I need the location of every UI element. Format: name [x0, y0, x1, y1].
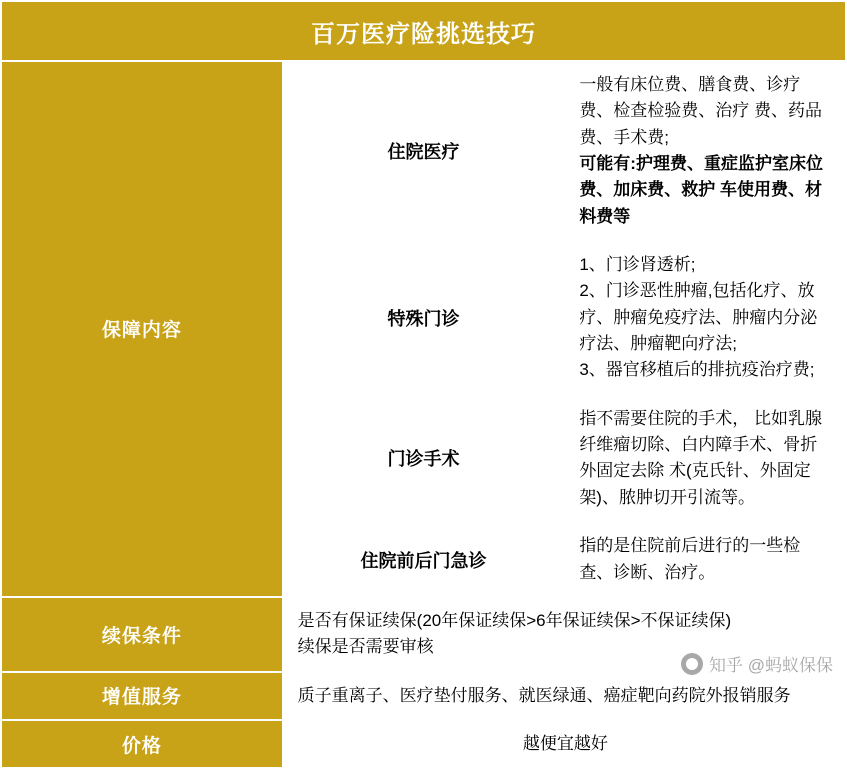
- sublabel-outpatient-surgery: 门诊手术: [283, 395, 565, 522]
- content-line: 指的是住院前后进行的一些检查、诊断、治疗。: [579, 536, 801, 582]
- content-price: [283, 720, 846, 768]
- table-row: [1, 720, 846, 768]
- category-value-added: 增值服务: [1, 672, 283, 720]
- content-line: 一般有床位费、膳食费、诊疗费、检查检验费、治疗 费、药品费、手术费;: [579, 75, 823, 147]
- sublabel-inpatient: 住院医疗: [283, 61, 565, 241]
- table-row: [1, 672, 846, 720]
- category-renewal: 续保条件: [1, 597, 283, 672]
- sublabel-special-outpatient: 特殊门诊: [283, 241, 565, 395]
- content-inpatient: [564, 61, 846, 241]
- watermark-text: 知乎 @蚂蚁保保: [709, 656, 833, 675]
- table-row: [1, 61, 846, 241]
- content-line-bold-text: 可能有:护理费、重症监护室床位费、加床费、救护 车使用费、材料费等: [579, 154, 823, 226]
- category-coverage: 保障内容: [1, 61, 283, 597]
- content-line: 越便宜越好: [522, 733, 608, 753]
- content-line: 指不需要住院的手术， 比如乳腺纤维瘤切除、白内障手术、骨折外固定去除 术(克氏针、外固定架)、脓肿切开引流等。: [579, 408, 823, 507]
- title-row: [1, 1, 846, 61]
- category-price: 价格: [1, 720, 283, 768]
- sublabel-pre-post-emergency: 住院前后门急诊: [283, 522, 565, 597]
- content-line: 质子重离子、医疗垫付服务、就医绿通、癌症靶向药院外报销服务: [297, 685, 791, 705]
- content-line: 2、门诊恶性肿瘤,包括化疗、放疗、肿瘤免疫疗法、肿瘤内分泌疗法、肿瘤靶向疗法;: [579, 281, 818, 354]
- content-pre-post-emergency: [564, 522, 846, 597]
- content-renewal: [283, 597, 846, 672]
- content-line: 3、器官移植后的排抗疫治疗费;: [579, 360, 815, 380]
- content-special-outpatient: [564, 241, 846, 395]
- content-line: 是否有保证续保(20年保证续保>6年保证续保>不保证续保): [297, 610, 732, 630]
- table-row: [1, 597, 846, 672]
- content-line: 1、门诊肾透析;: [579, 255, 696, 275]
- page-title: 百万医疗险挑选技巧: [1, 1, 846, 61]
- content-line-bold: [579, 151, 833, 230]
- content-line: 续保是否需要审核: [297, 637, 434, 657]
- content-outpatient-surgery: [564, 395, 846, 522]
- content-value-added: [283, 672, 846, 720]
